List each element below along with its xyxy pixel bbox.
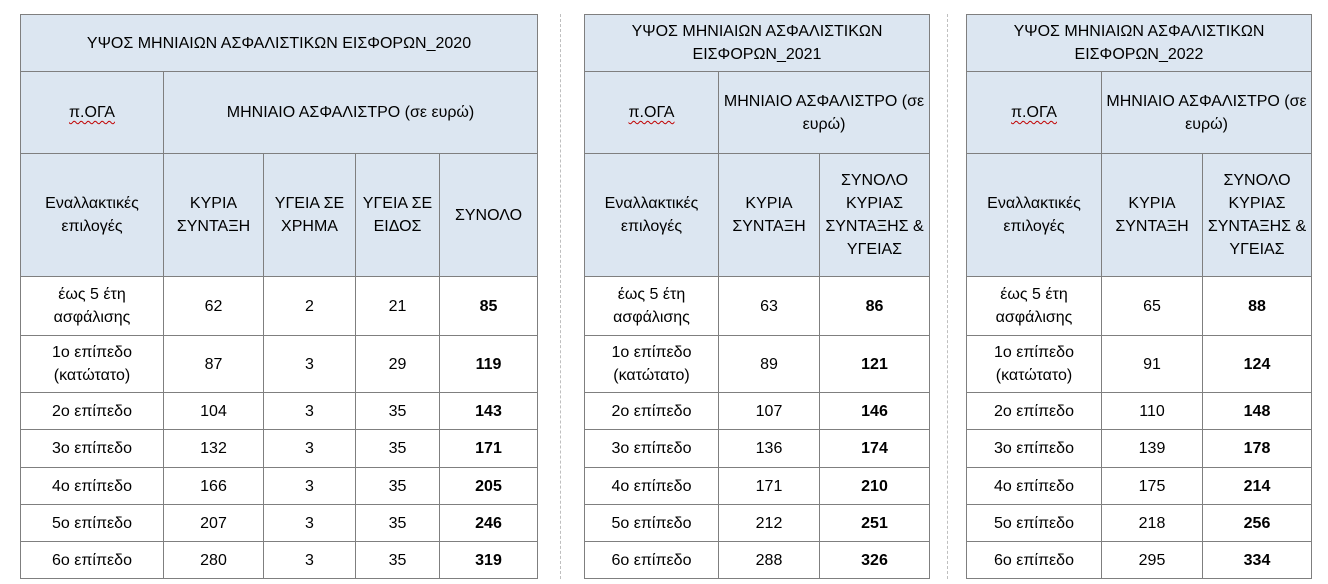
table-cell: 35	[356, 468, 440, 505]
table-cell: 175	[1102, 468, 1203, 505]
column-header: Εναλλακτικές επιλογές	[21, 154, 164, 277]
table-row	[585, 277, 930, 336]
column-header: ΚΥΡΙΑ ΣΥΝΤΑΞΗ	[719, 154, 820, 277]
table-cell: 3	[264, 468, 356, 505]
total-cell: 178	[1203, 430, 1312, 468]
table-cell: 171	[719, 468, 820, 505]
contributions-table-2021	[584, 14, 930, 579]
table-cell: 3	[264, 505, 356, 542]
row-label: 1ο επίπεδο (κατώτατο)	[967, 336, 1102, 393]
table-cell: 288	[719, 542, 820, 579]
table-row	[967, 542, 1312, 579]
pi-oga-label: π.ΟΓΑ	[21, 72, 164, 154]
row-label: 3ο επίπεδο	[967, 430, 1102, 468]
table-row	[585, 393, 930, 430]
total-cell: 143	[440, 393, 538, 430]
table-cell: 65	[1102, 277, 1203, 336]
table-cell: 29	[356, 336, 440, 393]
page-separator	[947, 14, 948, 579]
total-cell: 326	[820, 542, 930, 579]
row-label: έως 5 έτη ασφάλισης	[967, 277, 1102, 336]
column-header: ΣΥΝΟΛΟ ΚΥΡΙΑΣ ΣΥΝΤΑΞΗΣ & ΥΓΕΙΑΣ	[1203, 154, 1312, 277]
contributions-table-2022	[966, 14, 1312, 579]
column-header: ΣΥΝΟΛΟ ΚΥΡΙΑΣ ΣΥΝΤΑΞΗΣ & ΥΓΕΙΑΣ	[820, 154, 930, 277]
table-row	[585, 336, 930, 393]
total-cell: 210	[820, 468, 930, 505]
row-label: 2ο επίπεδο	[585, 393, 719, 430]
table-row	[967, 336, 1312, 393]
table-row	[21, 393, 538, 430]
table-cell: 218	[1102, 505, 1203, 542]
column-header: ΥΓΕΙΑ ΣΕ ΕΙΔΟΣ	[356, 154, 440, 277]
table-cell: 35	[356, 505, 440, 542]
table-title: ΥΨΟΣ ΜΗΝΙΑΙΩΝ ΑΣΦΑΛΙΣΤΙΚΩΝ ΕΙΣΦΟΡΩΝ_2022	[967, 15, 1312, 72]
column-header: Εναλλακτικές επιλογές	[967, 154, 1102, 277]
column-header: ΥΓΕΙΑ ΣΕ ΧΡΗΜΑ	[264, 154, 356, 277]
table-cell: 3	[264, 542, 356, 579]
table-row	[21, 430, 538, 468]
table-cell: 62	[164, 277, 264, 336]
table-cell: 280	[164, 542, 264, 579]
row-label: 4ο επίπεδο	[21, 468, 164, 505]
total-cell: 148	[1203, 393, 1312, 430]
total-cell: 205	[440, 468, 538, 505]
table-cell: 107	[719, 393, 820, 430]
table-cell: 35	[356, 542, 440, 579]
table-cell: 132	[164, 430, 264, 468]
premium-header: ΜΗΝΙΑΙΟ ΑΣΦΑΛΙΣΤΡΟ (σε ευρώ)	[164, 72, 538, 154]
column-header: ΚΥΡΙΑ ΣΥΝΤΑΞΗ	[1102, 154, 1203, 277]
table-row	[967, 468, 1312, 505]
table-row	[967, 430, 1312, 468]
table-cell: 3	[264, 430, 356, 468]
row-label: 5ο επίπεδο	[967, 505, 1102, 542]
table-cell: 166	[164, 468, 264, 505]
column-header: Εναλλακτικές επιλογές	[585, 154, 719, 277]
row-label: 2ο επίπεδο	[21, 393, 164, 430]
total-cell: 86	[820, 277, 930, 336]
row-label: 1ο επίπεδο (κατώτατο)	[21, 336, 164, 393]
table-row	[967, 393, 1312, 430]
total-cell: 85	[440, 277, 538, 336]
table-cell: 212	[719, 505, 820, 542]
row-label: 6ο επίπεδο	[21, 542, 164, 579]
table-row	[967, 277, 1312, 336]
table-row	[585, 468, 930, 505]
total-cell: 121	[820, 336, 930, 393]
total-cell: 334	[1203, 542, 1312, 579]
table-cell: 91	[1102, 336, 1203, 393]
row-label: 3ο επίπεδο	[585, 430, 719, 468]
total-cell: 319	[440, 542, 538, 579]
table-cell: 3	[264, 393, 356, 430]
total-cell: 88	[1203, 277, 1312, 336]
table-row	[21, 468, 538, 505]
table-row	[21, 277, 538, 336]
table-cell: 89	[719, 336, 820, 393]
table-title: ΥΨΟΣ ΜΗΝΙΑΙΩΝ ΑΣΦΑΛΙΣΤΙΚΩΝ ΕΙΣΦΟΡΩΝ_2021	[585, 15, 930, 72]
column-header: ΣΥΝΟΛΟ	[440, 154, 538, 277]
total-cell: 171	[440, 430, 538, 468]
table-cell: 35	[356, 430, 440, 468]
table-cell: 110	[1102, 393, 1203, 430]
table-row	[21, 336, 538, 393]
row-label: έως 5 έτη ασφάλισης	[21, 277, 164, 336]
table-row	[585, 542, 930, 579]
table-cell: 295	[1102, 542, 1203, 579]
row-label: 3ο επίπεδο	[21, 430, 164, 468]
contributions-table-2020	[20, 14, 538, 579]
table-cell: 63	[719, 277, 820, 336]
pi-oga-label: π.ΟΓΑ	[967, 72, 1102, 154]
row-label: 2ο επίπεδο	[967, 393, 1102, 430]
table-cell: 35	[356, 393, 440, 430]
row-label: 4ο επίπεδο	[967, 468, 1102, 505]
table-cell: 139	[1102, 430, 1203, 468]
total-cell: 251	[820, 505, 930, 542]
table-title: ΥΨΟΣ ΜΗΝΙΑΙΩΝ ΑΣΦΑΛΙΣΤΙΚΩΝ ΕΙΣΦΟΡΩΝ_2020	[21, 15, 538, 72]
table-cell: 104	[164, 393, 264, 430]
total-cell: 124	[1203, 336, 1312, 393]
table-cell: 87	[164, 336, 264, 393]
table-cell: 3	[264, 336, 356, 393]
premium-header: ΜΗΝΙΑΙΟ ΑΣΦΑΛΙΣΤΡΟ (σε ευρώ)	[1102, 72, 1312, 154]
column-header: ΚΥΡΙΑ ΣΥΝΤΑΞΗ	[164, 154, 264, 277]
row-label: 5ο επίπεδο	[585, 505, 719, 542]
row-label: 1ο επίπεδο (κατώτατο)	[585, 336, 719, 393]
pi-oga-label: π.ΟΓΑ	[585, 72, 719, 154]
table-row	[967, 505, 1312, 542]
row-label: έως 5 έτη ασφάλισης	[585, 277, 719, 336]
table-row	[585, 505, 930, 542]
total-cell: 174	[820, 430, 930, 468]
total-cell: 214	[1203, 468, 1312, 505]
table-cell: 207	[164, 505, 264, 542]
total-cell: 119	[440, 336, 538, 393]
table-row	[21, 505, 538, 542]
premium-header: ΜΗΝΙΑΙΟ ΑΣΦΑΛΙΣΤΡΟ (σε ευρώ)	[719, 72, 930, 154]
table-row	[21, 542, 538, 579]
table-cell: 21	[356, 277, 440, 336]
row-label: 6ο επίπεδο	[585, 542, 719, 579]
total-cell: 246	[440, 505, 538, 542]
total-cell: 146	[820, 393, 930, 430]
row-label: 4ο επίπεδο	[585, 468, 719, 505]
table-row	[585, 430, 930, 468]
total-cell: 256	[1203, 505, 1312, 542]
page-separator	[560, 14, 561, 579]
table-cell: 136	[719, 430, 820, 468]
row-label: 5ο επίπεδο	[21, 505, 164, 542]
row-label: 6ο επίπεδο	[967, 542, 1102, 579]
table-cell: 2	[264, 277, 356, 336]
